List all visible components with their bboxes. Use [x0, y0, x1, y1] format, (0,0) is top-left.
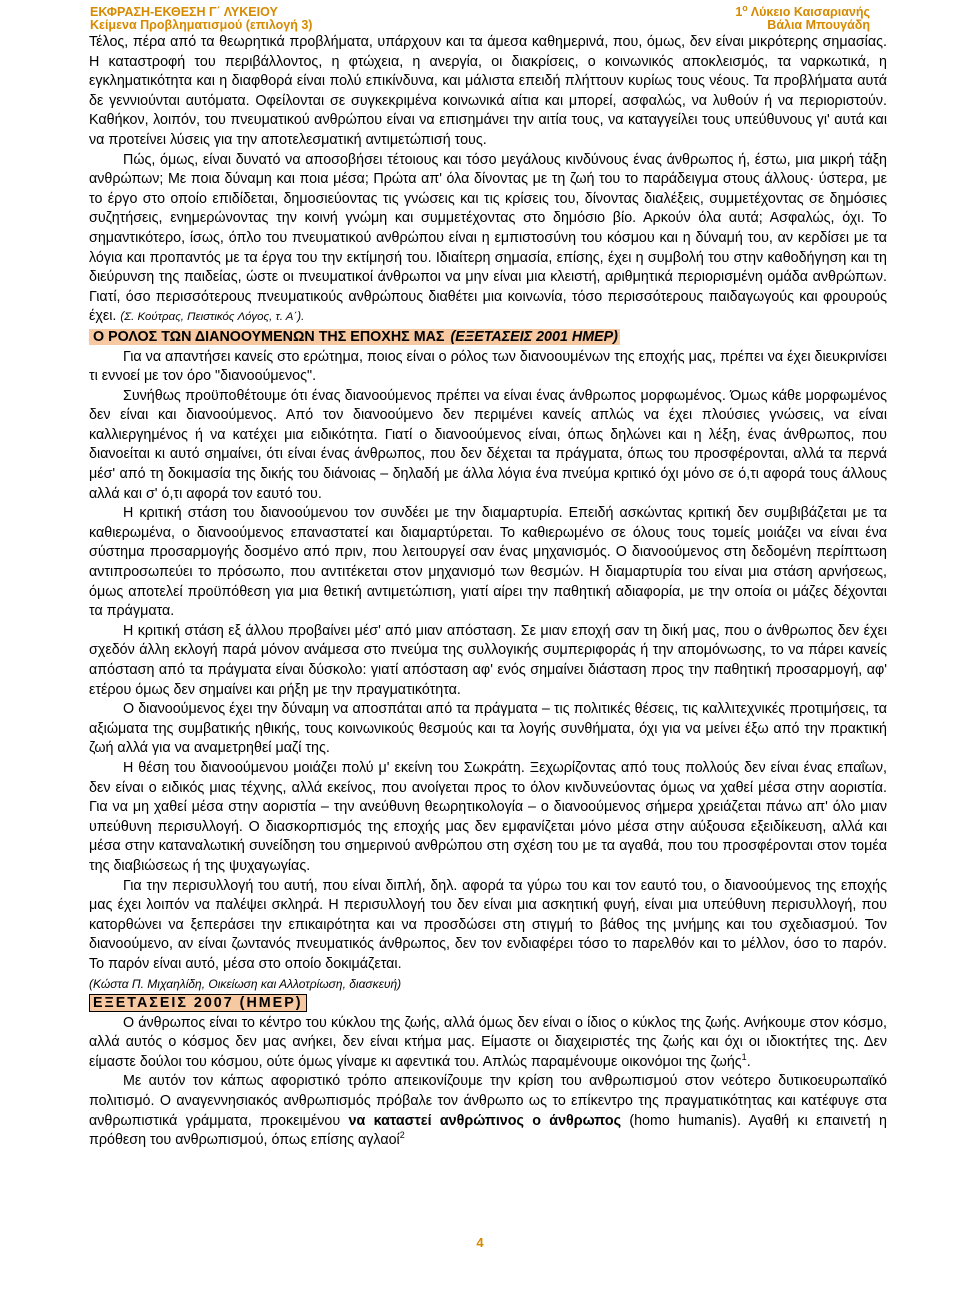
paragraph-5: Η κριτική στάση του διανοούμενου τον συνδέει με την διαμαρτυρία. Επειδή ασκώντας κριτική δεν συμβιβάζεται με τα καθιερωμένα, ο διανοούμενος επαναστατεί και διαμαρτύρεται. Το καθιερωμένο σε όλους τους τομείς μοιάζει να είναι ένα σύστημα προσαρμογής δοσμένο από πριν, που λειτουργεί σαν ένας μηχανισμός. Ο διανοούμενος στη δεδομένη περίπτωση αντιπροσωπεύει το πρόσωπο, που αντιτέκεται στον μηχανισμό των θεσμών. Η διαμαρτυρία του είναι μια στάση αρνήσεως, όμως αποτελεί προϋπόθεση για μια θετική αντιμετώπιση, γιατί αίρει την παθητική αδιαφορία, με την οποία οι μάζες δέχονται τα πράγματα. [89, 505, 887, 620]
document-body [89, 33, 887, 1151]
paragraph-4: Συνήθως προϋποθέτουμε ότι ένας διανοούμενος πρέπει να είναι ένας άνθρωπος μορφωμένος. Όμως κάθε μορφωμένος δεν είναι και διανοούμενος. Από τον διανοούμενο δεν περιμένει κανείς απλώς να έχει πλούσιες γνώσεις, να είναι καλλιεργημένος ή να κατέχει μια ειδικότητα. Γιατί ο διανοούμενος είναι, όπως δηλώνει και η λέξη, ένας άνθρωπος, που διανοείται κι αυτό σημαίνει, ότι είναι ένας άνθρωπος, που δεν δέχεται τα πράγματα, όπως του προσφέρονται, αλλά τα περνά μέσ' από τη δοκιμασία της δικής του διάνοιας – δηλαδή με άλλα λόγια ένα πνεύμα κριτικό όχι μόνο σε ό,τι αφορά τους άλλους αλλά και σ' ό,τι αφορά τον εαυτό του. [89, 387, 887, 502]
header-subtitle: Κείμενα Προβληματισμού (επιλογή 3) [90, 18, 313, 32]
paragraph-6: Η κριτική στάση εξ άλλου προβαίνει μέσ' από μιαν απόσταση. Σε μιαν εποχή σαν τη δική μας, που ο άνθρωπος δεν έχει σχεδόν άλλη εκλογή παρά μόνον ανάμεσα στο πνεύμα της συλλογικής συμπεριφοράς ή την απομόνωσης, το να πάρει κανείς απόσταση από τα πράγματα είναι δύσκολο: γιατί απόσταση αφ' ενός σημαίνει διάσταση προς την παθητική προσαρμογή, αφ' ετέρου όμως δεν σημαίνει και ρήξη με την πραγματικότητα. [89, 622, 887, 698]
paragraph-10: Ο άνθρωπος είναι το κέντρο του κύκλου της ζωής, αλλά όμως δεν είναι ο ίδιος ο κύκλος της ζωής. Ανήκουμε στον κόσμο, αλλά αυτός ο κόσμος δεν μας ανήκει, δεν είναι κτήμα μας. Είμαστε οι διαχειριστές της ζωής και όχι οι ιδιοκτήτες της. Δεν είμαστε δούλοι του κόσμου, ούτε όμως γίναμε κι αφεντικά του. Απλώς παραμένουμε οικονόμοι της ζωής$^1$. [89, 1014, 887, 1070]
header-author: Βάλια Μπουγάδη [767, 18, 870, 32]
header-course-title: ΕΚΦΡΑΣΗ-ΕΚΘΕΣΗ Γ΄ ΛΥΚΕΙΟΥ [90, 5, 278, 19]
section-heading-2: ΕΞΕΤΑΣΕΙΣ 2007 (ΗΜΕΡ) [89, 994, 887, 1014]
paragraph-3: Για να απαντήσει κανείς στο ερώτημα, ποιος είναι ο ρόλος των διανοουμένων της εποχής μας, πρέπει να έχει διευκρινίσει τι εννοεί με τον όρο "διανοούμενος". [89, 348, 887, 385]
citation-michailidis: (Κώστα Π. Μιχαηλίδη, Οικείωση και Αλλοτρίωση, διασκευή) [89, 976, 402, 991]
paragraph-9: Για την περισυλλογή του αυτή, που είναι διπλή, δηλ. αφορά τα γύρω του και τον εαυτό του, ο διανοούμενος της εποχής μας έχει λοιπόν να παλέψει σκληρά. Η περισυλλογή του δεν είναι μια ασκητική φυγή, είναι μια υπεύθυνη περισυλλογή, που κατορθώνει να ξεπεράσει την επικαιρότητα και να προσδώσει στη στιγμή το βάθος της μνήμης και του σχεδιασμού. Τον διανοούμενο, αν είναι ζωντανός πνευματικός άνθρωπος, δεν τον ενδιαφέρει τόσο το παρελθόν και το μέλλον, όσο το παρόν. Το παρόν είναι αυτό, μέσα στο οποίο δοκιμάζεται. [89, 877, 887, 972]
paragraph-8: Η θέση του διανοούμενου μοιάζει πολύ μ' εκείνη του Σωκράτη. Ξεχωρίζοντας από τους πολλούς δεν είναι ένας επαΐων, δεν είναι ο ειδικός μιας τέχνης, αλλά εκείνος, που ανοίγεται προς το όλον κινδυνεύοντας όμως να χαθεί μέσα στην αοριστία. Για να μη χαθεί μέσα στην αοριστία – την ανεύθυνη θεωρητικολογία – ο διανοούμενος σήμερα χρειάζεται πάνω απ' όλο μιαν υπεύθυνη περισυλλογή. Ο διασκορπισμός της εποχής μας δεν εμφανίζεται μόνο μέσα στην αύξουσα εξειδίκευση, αλλά και μέσα στην καταναλωτική συνείδηση του σημερινού ανθρώπου στη σχέση του με τα αγαθά, που του προσφέρονται στον τομέα της διαβιώσεως ή της ψυχαγωγίας. [89, 759, 887, 874]
paragraph-2: Πώς, όμως, είναι δυνατό να αποσοβήσει τέτοιους και τόσο μεγάλους κινδύνους ένας άνθρωπος ή, έστω, μια μικρή τάξη ανθρώπων; Με ποια δύναμη και ποια μέσα; Πρώτα απ' όλα δίνοντας με τη ζωή του το παράδειγμα στους άλλους· ύστερα, με το έργο στο οποίο επιδίδεται, δημοσιεύοντας τις γνώσεις και τις κρίσεις του, δίνοντας διαλέξεις, συμμετέχοντας σε δημόσιες συζητήσεις, ενημερώνοντας την κοινή γνώμη και συμμετέχοντας στο δημόσιο βίο. Αρκούν όλα αυτά; Ασφαλώς, όχι. Το σημαντικότερο, ίσως, όπλο του πνευματικού ανθρώπου είναι η εμπιστοσύνη του κόσμου και η δύναμή του, αν κερδίσει με τα λόγια και προπαντός με τα έργα του την εκτίμησή του. Ιδιαίτερη σημασία, επίσης, έχει η συμβολή του στην καθοδήγηση και τη διεύρυνση της παιδείας, ώστε οι πνευματικοί άνθρωποι να μην είναι μια κλειστή, αριθμητικά περιορισμένη ομάδα ανθρώπων. Γιατί, όσο περισσότερους πνευματικούς ανθρώπους διαθέτει μια κοινωνία, τόσο περισσότερους παιδαγωγούς και φρουρούς έχει. (Σ. Κούτρας, Πειστικός Λόγος, τ. Α΄). [89, 151, 887, 325]
citation-koutras: (Σ. Κούτρας, Πειστικός Λόγος, τ. Α΄). [120, 311, 305, 324]
paragraph-11: Με αυτόν τον κάπως αφοριστικό τρόπο απεικονίζουμε την κρίση του ανθρωπισμού στον νεότερο δυτικοευρωπαϊκό πολιτισμό. Ο αναγεννησιακός ανθρωπισμός πρόβαλε τον άνθρωπο ως το επίκεντρο της πραγματικότητας και κατέφυγε στα ανθρωπιστικά γράμματα, προκειμένου να καταστεί ανθρώπινος ο άνθρωπος (homo humanis). Αγαθή κι επαινετή η πρόθεση του ανθρωπισμού, όπως επίσης αγλαοί$^2$ [89, 1073, 887, 1149]
page-number: 4 [476, 1235, 484, 1250]
header-school: $1^o$ Λύκειο Καισαριανής [735, 2, 870, 19]
section-heading-1: Ο ΡΟΛΟΣ ΤΩΝ ΔΙΑΝΟΟΥΜΕΝΩΝ ΤΗΣ ΕΠΟΧΗΣ ΜΑΣ (ΕΞΕΤΑΣΕΙΣ 2001 ΗΜΕΡ) [89, 328, 887, 348]
paragraph-7: Ο διανοούμενος έχει την δύναμη να αποσπάται από τα πράγματα – τις πολιτικές θέσεις, τις καλλιτεχνικές προτιμήσεις, τα αξιώματα της συμβατικής ηθικής, τους κοινωνικούς θεσμούς και τα λογής συνθήματα, όχι για να μείνει έξω από την πρακτική ζωή αλλά για να αναμετρηθεί μαζί της. [89, 701, 887, 757]
paragraph-1: Τέλος, πέρα από τα θεωρητικά προβλήματα, υπάρχουν και τα άμεσα καθημερινά, που, όμως, δεν είναι μικρότερης σημασίας. Η καταστροφή του περιβάλλοντος, η φτώχεια, η ανεργία, οι διακρίσεις, ο κοινωνικός αποκλεισμός, τα ναρκωτικά, η εγκληματικότητα και η διαφθορά είναι πολύ επικίνδυνα, και μάλιστα επειδή πλήττουν κυρίως τους νέους. Τα προβλήματα αυτά δε γεννιούνται αυτόματα. Οφείλονται σε συγκεκριμένα κοινωνικά αίτια και μπορεί, ασφαλώς, να λυθούν ή να περιοριστούν. Καθήκον, λοιπόν, του πνευματικού ανθρώπου είναι να επισημάνει την αιτία τους, να καταγγείλει τους υπεύθυνους γι' αυτά και να προτείνει λύσεις για την αποτελεσματική αντιμετώπισή τους. [89, 34, 887, 148]
